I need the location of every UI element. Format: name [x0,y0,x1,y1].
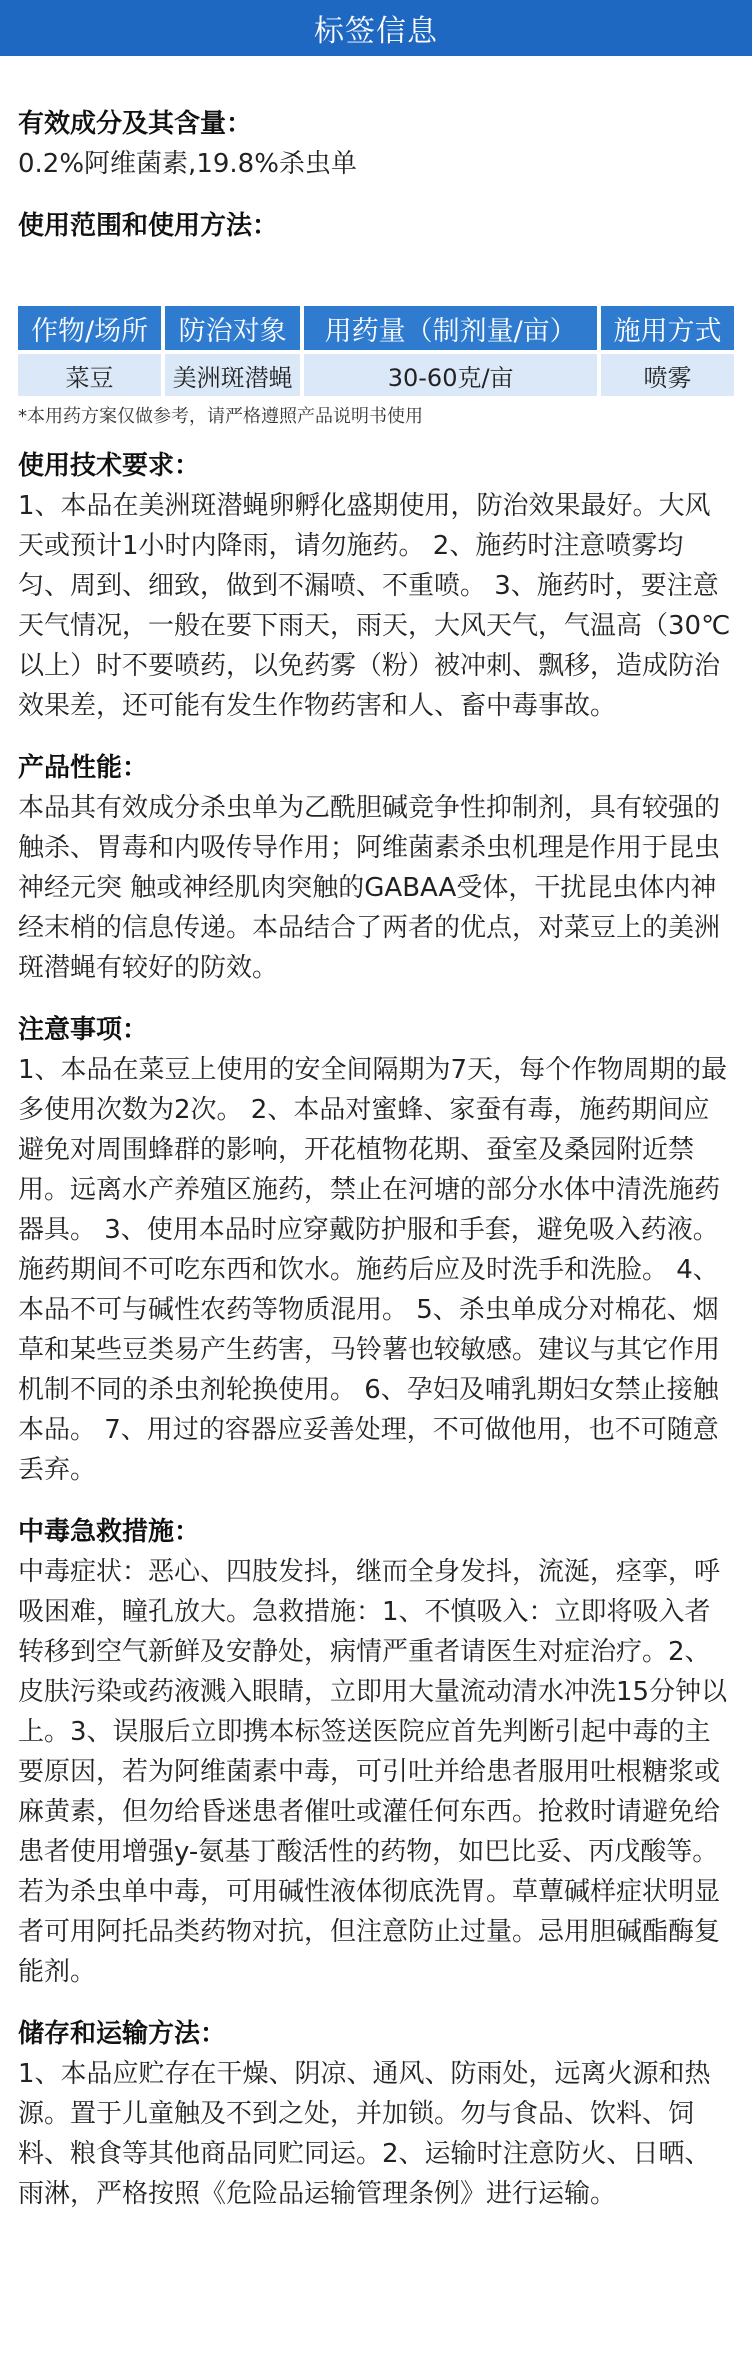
usage-table-section [18,302,734,432]
precautions-text: 1、本品在菜豆上使用的安全间隔期为7天，每个作物周期的最多使用次数为2次。 2、本品对蜜蜂、家蚕有毒，施药期间应避免对周围蜂群的影响，开花植物花期、蚕室及桑园附近禁用。远离水产养殖区施药，禁止在河塘的部分水体中清洗施药器具。 3、使用本品时应穿戴防护服和手套，避免吸入药液。施药期间不可吃东西和饮水。施药后应及时洗手和洗脸。 4、本品不可与碱性农药等物质混用。 5、杀虫单成分对棉花、烟草和某些豆类易产生药害，马铃薯也较敏感。建议与其它作用机制不同的杀虫剂轮换使用。 6、孕妇及哺乳期妇女禁止接触本品。 7、用过的容器应妥善处理，不可做他用，也不可随意丢弃。 [18,1055,728,1485]
usage-table-header-row [18,306,734,350]
technique-text: 1、本品在美洲斑潜蝇卵孵化盛期使用，防治效果最好。大风天或预计1小时内降雨，请勿施药。 2、施药时注意喷雾均匀、周到、细致，做到不漏喷、不重喷。 3、施药时，要注意天气情况，一般在要下雨天，雨天，大风天气，气温高（30℃以上）时不要喷药，以免药雾（粉）被冲刺、飘移，造成防治效果差，还可能有发生作物药害和人、畜中毒事故。 [18,491,731,721]
usage-note: *本用药方案仅做参考，请严格遵照产品说明书使用 [18,406,423,427]
performance-text: 本品其有效成分杀虫单为乙酰胆碱竞争性抑制剂，具有较强的触杀、胃毒和内吸传导作用；阿维菌素杀虫机理是作用于昆虫神经元突 触或神经肌肉突触的GABAA受体，干扰昆虫体内神经末梢的信息传递。本品结合了两者的优点，对菜豆上的美洲斑潜蝇有较好的防效。 [18,793,721,983]
scope-section [18,206,734,246]
ingredients-section [18,104,734,184]
usage-col-crop: 作物/场所 [18,306,161,350]
storage-title: 储存和运输方法： [18,2019,227,2049]
usage-cell-method: 喷雾 [601,354,734,396]
performance-title: 产品性能： [18,753,149,783]
usage-col-target: 防治对象 [165,306,300,350]
usage-table [14,302,738,400]
scope-title: 使用范围和使用方法： [18,211,279,241]
table-row [18,354,734,396]
storage-text: 1、本品应贮存在干燥、阴凉、通风、防雨处，远离火源和热源。置于儿童触及不到之处，并加锁。勿与食品、饮料、饲料、粮食等其他商品同贮同运。2、运输时注意防火、日晒、雨淋，严格按照《危险品运输管理条例》进行运输。 [18,2059,711,2209]
usage-cell-target: 美洲斑潜蝇 [165,354,300,396]
ingredients-title: 有效成分及其含量： [18,109,253,139]
technique-section [18,446,734,726]
precautions-title: 注意事项： [18,1015,149,1045]
page-title: 标签信息 [314,14,438,49]
performance-section [18,748,734,988]
first-aid-section [18,1512,734,1992]
usage-col-method: 施用方式 [601,306,734,350]
ingredients-text: 0.2%阿维菌素,19.8%杀虫单 [18,149,357,179]
usage-cell-crop: 菜豆 [18,354,161,396]
storage-section [18,2014,734,2214]
first-aid-text: 中毒症状：恶心、四肢发抖，继而全身发抖，流涎，痉挛，呼吸困难，瞳孔放大。急救措施：1、不慎吸入：立即将吸入者转移到空气新鲜及安静处，病情严重者请医生对症治疗。2、皮肤污染或药液溅入眼睛，立即用大量流动清水冲洗15分钟以上。3、误服后立即携本标签送医院应首先判断引起中毒的主要原因，若为阿维菌素中毒，可引吐并给患者服用吐根糖浆或麻黄素，但勿给昏迷患者催吐或灌任何东西。抢救时请避免给患者使用增强y-氨基丁酸活性的药物，如巴比妥、丙戊酸等。若为杀虫单中毒，可用碱性液体彻底洗胃。草蕈碱样症状明显者可用阿托品类药物对抗，但注意防止过量。忌用胆碱酯酶复能剂。 [18,1557,728,1987]
header-bar [0,0,752,56]
usage-col-dosage: 用药量（制剂量/亩） [304,306,597,350]
first-aid-title: 中毒急救措施： [18,1517,201,1547]
precautions-section [18,1010,734,1490]
usage-cell-dosage: 30-60克/亩 [304,354,597,396]
label-content [0,56,752,2214]
technique-title: 使用技术要求： [18,451,201,481]
